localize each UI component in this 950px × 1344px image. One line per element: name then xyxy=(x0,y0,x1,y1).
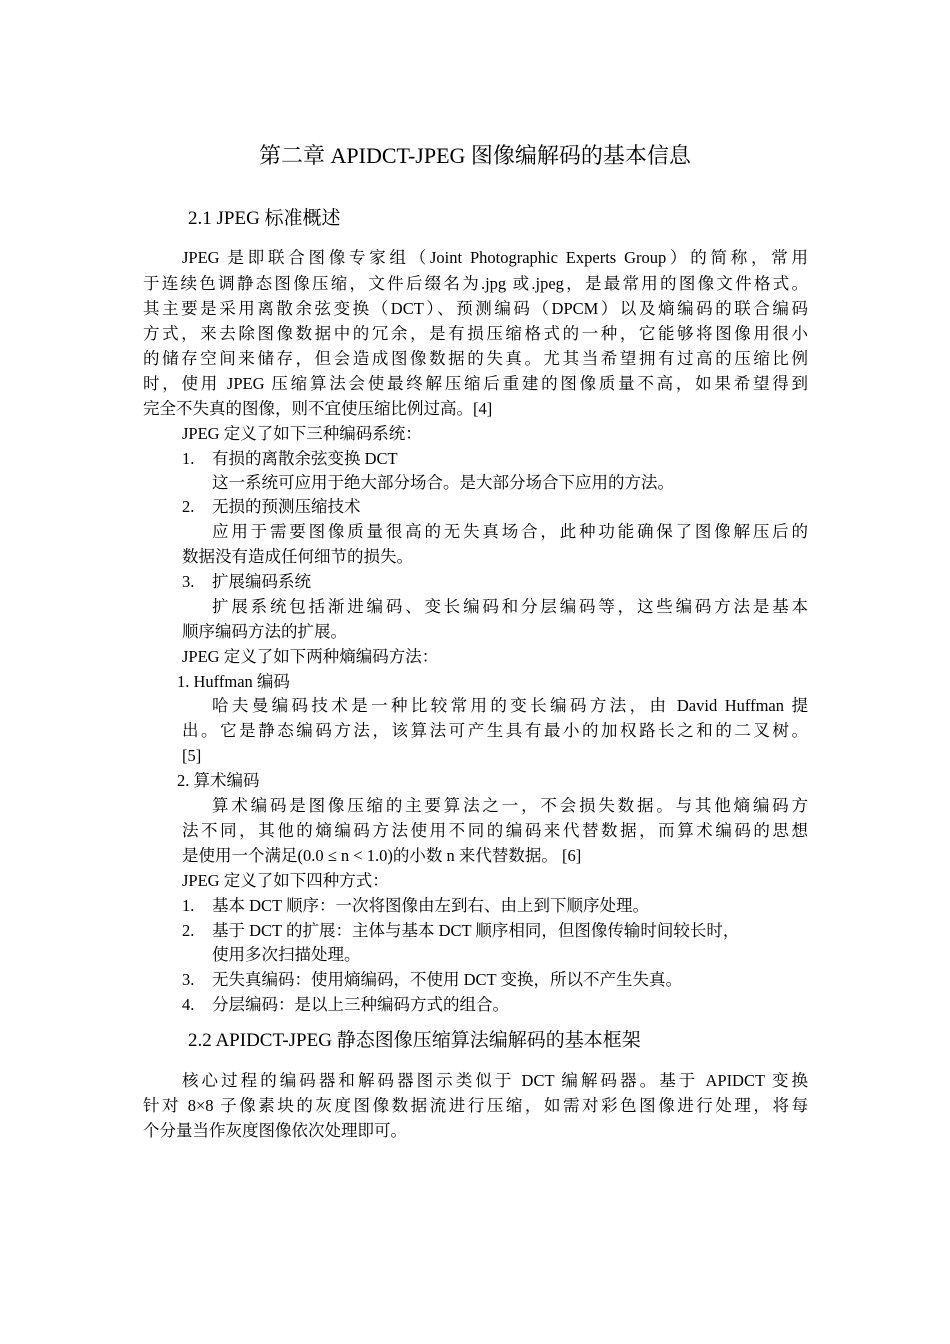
list-number: 2. xyxy=(182,497,195,516)
list-number: 3. xyxy=(182,572,195,591)
paragraph-line: 个分量当作灰度图像依次处理即可。 xyxy=(143,1121,407,1140)
entropy-intro: JPEG 定义了如下两种熵编码方法： xyxy=(182,647,439,666)
list-item-text: 分层编码：是以上三种编码方式的组合。 xyxy=(212,995,509,1014)
modes-intro: JPEG 定义了如下四种方式： xyxy=(182,871,389,890)
chapter-title: 第二章 APIDCT-JPEG 图像编解码的基本信息 xyxy=(259,143,691,168)
list-item-description: 这一系统可应用于绝大部分场合。是大部分场合下应用的方法。 xyxy=(212,473,674,492)
section-heading-2-2: 2.2 APIDCT-JPEG 静态图像压缩算法编解码的基本框架 xyxy=(188,1030,641,1051)
list-number: 1. xyxy=(182,449,195,468)
list-item-description: 应用于需要图像质量很高的无失真场合，此种功能确保了图像解压后的 xyxy=(212,522,808,541)
systems-intro: JPEG 定义了如下三种编码系统： xyxy=(182,424,422,443)
paragraph-line: 其主要是采用离散余弦变换（DCT）、预测编码（DPCM）以及熵编码的联合编码 xyxy=(143,299,808,318)
entropy-method-description: 法不同，其他的熵编码方法使用不同的编码来代替数据，而算术编码的思想 xyxy=(182,821,808,840)
list-item-text: 基本 DCT 顺序：一次将图像由左到右、由上到下顺序处理。 xyxy=(212,896,649,915)
list-item-text: 无失真编码：使用熵编码，不使用 DCT 变换，所以不产生失真。 xyxy=(212,970,682,989)
list-item-description: 扩展系统包括渐进编码、变长编码和分层编码等，这些编码方法是基本 xyxy=(212,597,808,616)
section-heading-2-1: 2.1 JPEG 标准概述 xyxy=(188,208,341,229)
list-number: 1. xyxy=(182,896,195,915)
list-item xyxy=(182,993,509,1017)
list-number: 3. xyxy=(182,970,195,989)
entropy-method-title: 1. Huffman 编码 xyxy=(177,672,290,691)
list-item-title: 扩展编码系统 xyxy=(212,572,311,591)
list-item xyxy=(182,894,649,918)
list-number: 4. xyxy=(182,995,195,1014)
list-item xyxy=(182,968,682,992)
entropy-method-title: 2. 算术编码 xyxy=(177,771,260,790)
entropy-method-description: 哈夫曼编码技术是一种比较常用的变长编码方法，由 David Huffman 提 xyxy=(212,696,808,715)
list-item xyxy=(182,447,398,471)
entropy-method-description: 出。它是静态编码方法，该算法可产生具有最小的加权路长之和的二叉树。 xyxy=(182,721,808,740)
paragraph-line: 核心过程的编码器和解码器图示类似于 DCT 编解码器。基于 APIDCT 变换 xyxy=(182,1071,808,1090)
entropy-method-description: 算术编码是图像压缩的主要算法之一，不会损失数据。与其他熵编码方 xyxy=(212,796,808,815)
list-item xyxy=(182,570,311,594)
list-item xyxy=(182,919,739,943)
list-item-title: 无损的预测压缩技术 xyxy=(212,497,361,516)
list-item xyxy=(182,495,361,519)
paragraph-line: JPEG 是即联合图像专家组（Joint Photographic Experts Group）的简称，常用 xyxy=(182,248,808,267)
list-number: 2. xyxy=(182,921,195,940)
list-item-text: 基于 DCT 的扩展：主体与基本 DCT 顺序相同，但图像传输时间较长时， xyxy=(212,921,740,940)
paragraph-line: 针对 8×8 子像素块的灰度图像数据流进行压缩，如需对彩色图像进行处理，将每 xyxy=(143,1096,808,1115)
paragraph-line: 完全不失真的图像，则不宜使压缩比例过高。[4] xyxy=(143,399,493,418)
paragraph-line: 的储存空间来储存，但会造成图像数据的失真。尤其当希望拥有过高的压缩比例 xyxy=(143,349,808,368)
list-item-text: 使用多次扫描处理。 xyxy=(212,945,361,964)
paragraph-line: 时，使用 JPEG 压缩算法会使最终解压缩后重建的图像质量不高，如果希望得到 xyxy=(143,374,808,393)
list-item-description: 数据没有造成任何细节的损失。 xyxy=(182,547,413,566)
entropy-method-description: 是使用一个满足(0.0 ≤ n < 1.0)的小数 n 来代替数据。 [6] xyxy=(182,846,582,865)
list-item-title: 有损的离散余弦变换 DCT xyxy=(212,449,398,468)
entropy-method-description: [5] xyxy=(182,746,202,765)
list-item-description: 顺序编码方法的扩展。 xyxy=(182,622,347,641)
paragraph-line: 方式，来去除图像数据中的冗余，是有损压缩格式的一种，它能够将图像用很小 xyxy=(143,324,808,343)
paragraph-line: 于连续色调静态图像压缩，文件后缀名为.jpg 或.jpeg，是最常用的图像文件格式。 xyxy=(143,274,808,293)
